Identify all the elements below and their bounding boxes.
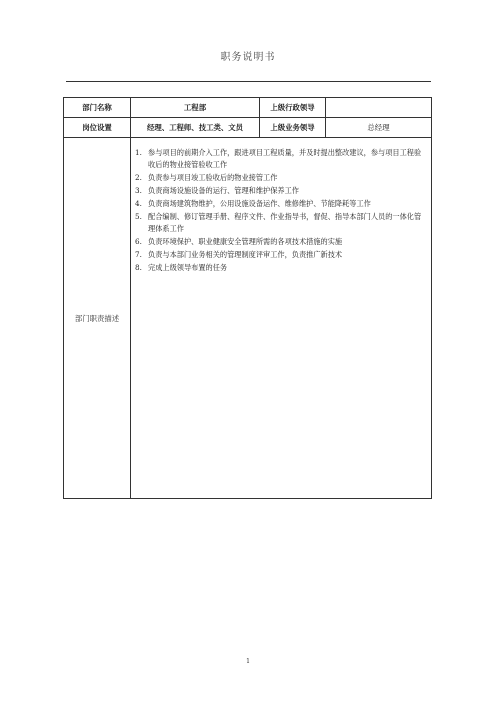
position-value: 经理、工程师、技工类、文员 — [131, 118, 260, 138]
list-item — [135, 185, 423, 197]
table-row — [64, 138, 432, 499]
position-label: 岗位设置 — [64, 118, 131, 138]
list-item — [135, 198, 423, 210]
business-superior-value: 总经理 — [326, 118, 432, 138]
duty-number: 1. — [135, 148, 142, 157]
header-divider — [66, 81, 431, 82]
table-row — [64, 118, 432, 138]
duty-text: 负责参与项目竣工验收后的物业接管工作 — [148, 173, 278, 183]
list-item — [135, 211, 423, 235]
admin-superior-value — [326, 98, 432, 118]
admin-superior-label: 上级行政领导 — [260, 98, 326, 118]
duty-text: 负责与本部门业务相关的管理制度评审工作，负责推广新技术 — [148, 250, 343, 260]
duty-text: 负责商场设施设备的运行、管理和维护保养工作 — [148, 186, 299, 196]
duty-number: 6. — [135, 237, 142, 247]
page-title: 职务说明书 — [220, 52, 276, 63]
dept-name-label: 部门名称 — [64, 98, 131, 118]
list-item — [135, 172, 423, 184]
duties-label: 部门职责描述 — [64, 138, 131, 499]
duty-number: 3. — [135, 186, 142, 196]
list-item — [135, 262, 423, 274]
job-description-table — [63, 97, 432, 499]
page-number: 1 — [246, 658, 250, 665]
dept-name-value: 工程部 — [131, 98, 260, 118]
duties-cell — [131, 138, 432, 499]
duty-text: 负责环境保护、职业健康安全管理所需的各项技术措施的实施 — [148, 237, 343, 247]
duty-text: 配合编制、修订管理手册、程序文件、作业指导书，督促、指导本部门人员的一体化管理体系工作 — [148, 212, 422, 234]
list-item — [135, 236, 423, 248]
business-superior-label: 上级业务领导 — [260, 118, 326, 138]
duty-number: 4. — [135, 199, 142, 209]
table-row — [64, 98, 432, 118]
list-item — [135, 249, 423, 261]
duty-number: 5. — [135, 212, 142, 222]
duty-text: 参与项目的前期介入工作，跟进项目工程质量，并及时提出整改建议，参与项目工程验收后的物业接管验收工作 — [148, 148, 422, 170]
list-item — [135, 147, 423, 171]
duty-text: 完成上级领导布置的任务 — [148, 263, 228, 273]
duty-number: 7. — [135, 250, 142, 260]
duty-number: 2. — [135, 173, 142, 183]
duties-list — [131, 138, 431, 275]
duty-number: 8. — [135, 263, 142, 273]
duty-text: 负责商场建筑物维护，公用设施设备运作、维修维护、节能降耗等工作 — [148, 199, 371, 209]
